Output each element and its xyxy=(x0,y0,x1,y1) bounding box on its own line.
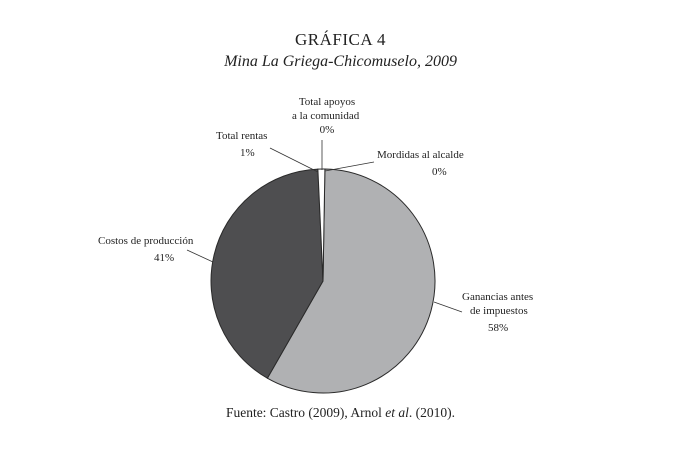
label-mordidas xyxy=(377,148,464,179)
leader-line-rentas xyxy=(270,148,318,172)
label-apoyos-line2: a la comunidad xyxy=(292,110,360,122)
label-ganancias-line2: de impuestos xyxy=(470,305,528,317)
label-mordidas-value: 0% xyxy=(432,166,447,178)
label-ganancias-line1: Ganancias antes xyxy=(462,291,534,303)
label-mordidas-line1: Mordidas al alcalde xyxy=(377,149,464,161)
leader-line-mordidas xyxy=(325,162,374,171)
label-apoyos xyxy=(292,95,360,137)
label-ganancias xyxy=(462,290,533,335)
label-costos-value: 41% xyxy=(154,252,175,264)
label-costos xyxy=(98,234,193,265)
leader-line-ganancias xyxy=(434,302,462,312)
label-rentas xyxy=(216,129,267,160)
label-apoyos-line1: Total apoyos xyxy=(298,96,356,108)
label-rentas-line1: Total rentas xyxy=(216,130,268,142)
label-ganancias-value: 58% xyxy=(488,322,509,334)
source-suffix: . (2010). xyxy=(408,405,456,420)
source-italic: et al xyxy=(385,405,409,420)
label-rentas-value: 1% xyxy=(240,147,255,159)
source-prefix: Fuente: Castro (2009), Arnol xyxy=(225,405,386,420)
label-apoyos-value: 0% xyxy=(319,124,335,136)
label-costos-line1: Costos de producción xyxy=(98,235,194,247)
chart-heading: GRÁFICA 4 xyxy=(295,30,386,49)
source-note xyxy=(0,405,681,421)
chart-title: Mina La Griega-Chicomuselo, 2009 xyxy=(224,53,457,70)
